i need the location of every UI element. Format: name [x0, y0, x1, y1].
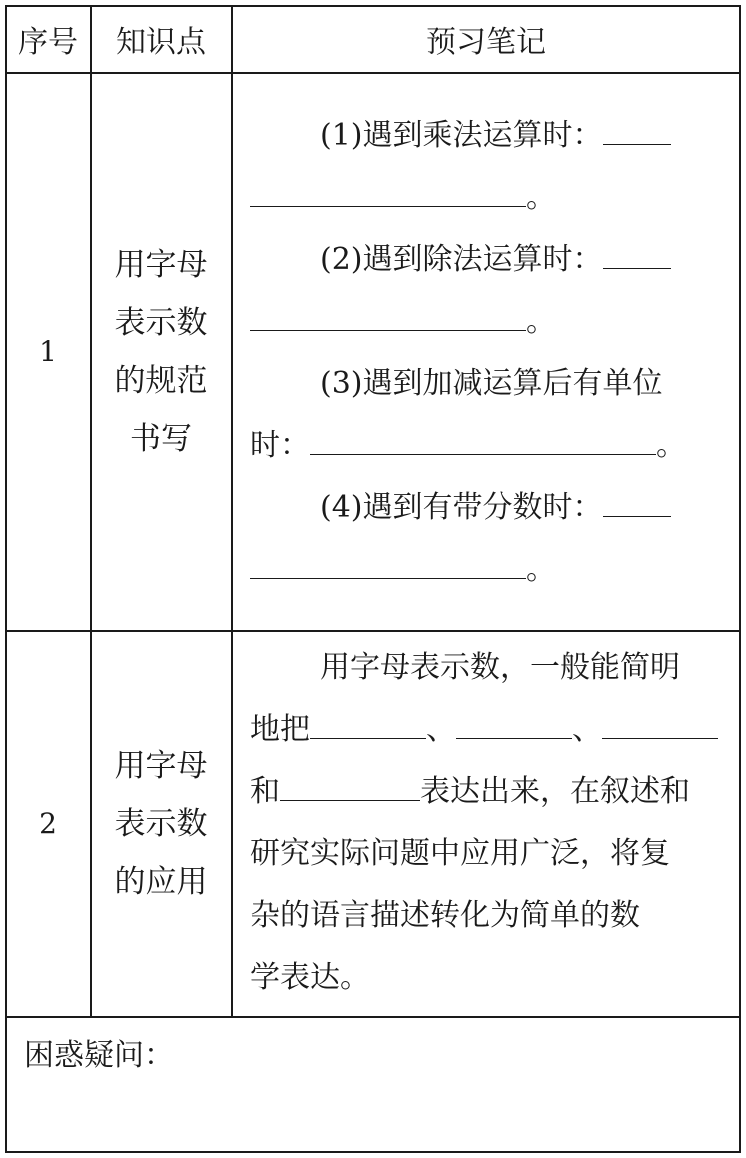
topic-line: 的规范 [114, 362, 208, 399]
note-line: 研究实际问题中应用广泛，将复 [250, 836, 670, 871]
note-line: 杂的语言描述转化为简单的数 [250, 898, 640, 933]
footer-divider [6, 1016, 740, 1018]
note-line: 用字母表示数，一般能简明 [320, 650, 680, 685]
answer-blank[interactable] [250, 556, 526, 579]
note-item-2: (2)遇到除法运算时： [320, 242, 603, 277]
note-line: 和 [250, 774, 280, 809]
answer-blank[interactable] [250, 308, 526, 331]
answer-blank[interactable] [603, 494, 671, 517]
row-notes [232, 73, 740, 630]
doubts-label: 困惑疑问： [24, 1038, 174, 1073]
note-item-3: (3)遇到加减运算后有单位 [320, 366, 663, 401]
answer-blank[interactable] [603, 122, 671, 145]
row-topic [91, 631, 231, 1016]
header-index: 序号 [18, 25, 78, 60]
note-item-3-cont: 时： [250, 428, 310, 463]
row-index: 1 [39, 335, 57, 368]
doubts-area[interactable] [6, 1075, 740, 1151]
period: 。 [656, 428, 686, 463]
topic-line: 书写 [130, 420, 192, 457]
topic-line: 的应用 [114, 863, 208, 900]
note-line: 表达出来，在叙述和 [420, 774, 690, 809]
note-item-1: (1)遇到乘法运算时： [320, 118, 603, 153]
row-topic [91, 73, 231, 630]
topic-line: 用字母 [114, 246, 208, 283]
topic-line: 表示数 [114, 304, 208, 341]
note-line: 学表达。 [250, 960, 370, 995]
answer-blank[interactable] [250, 184, 526, 207]
answer-blank[interactable] [310, 716, 426, 739]
answer-blank[interactable] [456, 716, 572, 739]
period: 。 [526, 552, 556, 587]
period: 。 [526, 304, 556, 339]
topic-line: 表示数 [114, 805, 208, 842]
separator: 、 [572, 712, 602, 747]
answer-blank[interactable] [602, 716, 718, 739]
answer-blank[interactable] [310, 432, 656, 455]
row-notes [232, 631, 740, 1016]
header-topic: 知识点 [116, 25, 206, 60]
row-index: 2 [39, 807, 57, 840]
topic-line: 用字母 [114, 747, 208, 784]
header-notes: 预习笔记 [426, 25, 546, 60]
separator: 、 [426, 712, 456, 747]
note-item-4: (4)遇到有带分数时： [320, 490, 603, 525]
note-line: 地把 [250, 712, 310, 747]
answer-blank[interactable] [280, 778, 420, 801]
period: 。 [526, 180, 556, 215]
answer-blank[interactable] [603, 246, 671, 269]
